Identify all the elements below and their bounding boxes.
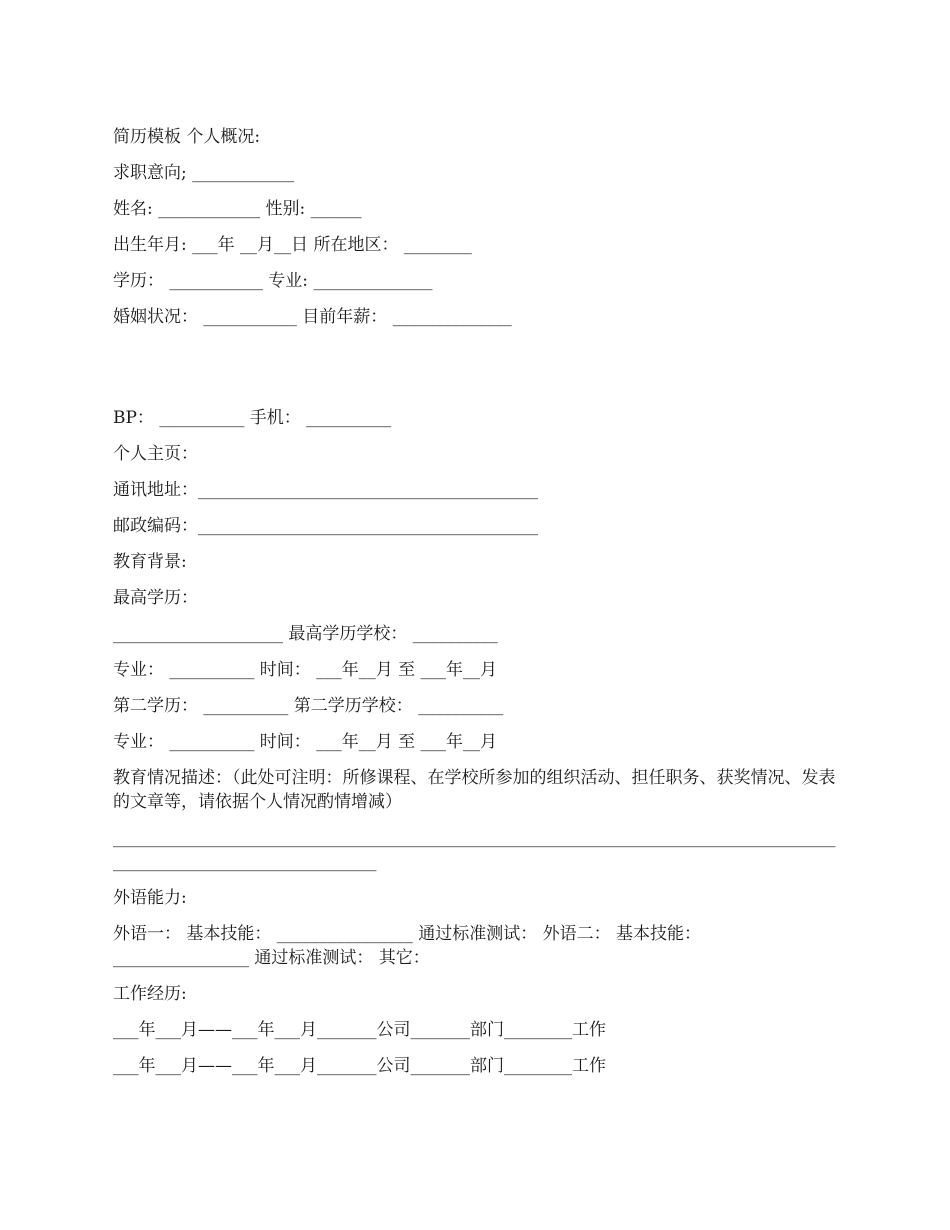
resume-template-page (113, 125, 840, 1090)
education-description-blank (113, 826, 840, 874)
section-gap (113, 341, 840, 406)
name-gender-field: 姓名: ____________ 性别: ______ (113, 199, 362, 219)
work-experience-row-2: ___年___月——___年___月_______公司_______部门________工作 (113, 1056, 606, 1076)
major-time-field-1: 专业： __________ 时间： ___年__月 至 ___年__月 (113, 660, 498, 680)
address-field: 通讯地址：________________________________________ (113, 480, 538, 500)
bp-mobile-field: BP： __________ 手机： __________ (113, 408, 392, 428)
highest-degree-school-field: ____________________ 最高学历学校： __________ (113, 624, 498, 644)
work-experience-row-1: ___年___月——___年___月_______公司_______部门________工作 (113, 1020, 606, 1040)
birth-region-field: 出生年月: ___年 __月__日 所在地区： ________ (113, 235, 472, 255)
highest-degree-heading: 最高学历： (113, 588, 198, 608)
second-degree-field: 第二学历： __________ 第二学历学校： __________ (113, 696, 504, 716)
major-time-field-2: 专业： __________ 时间： ___年__月 至 ___年__月 (113, 732, 498, 752)
foreign-language-heading: 外语能力: (113, 888, 187, 908)
homepage-field: 个人主页： (113, 444, 198, 464)
blank-underline: ____________________________________________________________________________________________________________________ (113, 828, 836, 872)
work-experience-heading: 工作经历: (113, 984, 187, 1004)
title-personal-overview: 简历模板 个人概况: (113, 127, 261, 147)
job-intention-field: 求职意向; ____________ (113, 163, 295, 183)
marital-salary-field: 婚姻状况： ___________ 目前年薪： ______________ (113, 307, 512, 327)
foreign-language-fields: 外语一： 基本技能： ________________ 通过标准测试： 外语二： 基本技能： ________________ 通过标准测试： 其它： (113, 924, 702, 968)
education-description: 教育情况描述：（此处可注明：所修课程、在学校所参加的组织活动、担任职务、获奖情况、发表的文章等，请依据个人情况酌情增减） (113, 768, 836, 812)
education-background-heading: 教育背景: (113, 552, 187, 572)
postcode-field: 邮政编码：________________________________________ (113, 516, 538, 536)
education-major-field: 学历： ___________ 专业: ______________ (113, 271, 433, 291)
